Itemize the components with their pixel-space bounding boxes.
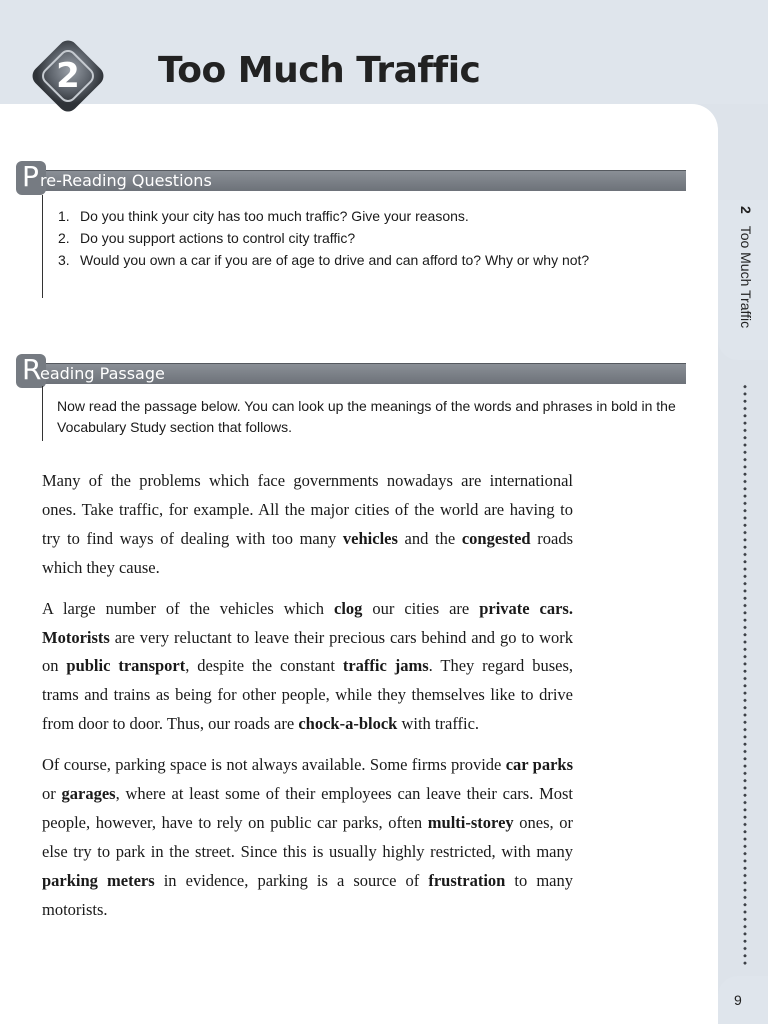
pre-reading-rule (42, 195, 43, 298)
question-list (58, 205, 688, 271)
reading-title: eading Passage (40, 364, 165, 383)
passage-text: Many of the problems which face governments nowadays are international ones. Take traffic, for example. All the major cities of the world are having to try to find ways of dealing with too many (42, 471, 573, 548)
page-number: 9 (734, 992, 742, 1008)
passage-text: roads which they cause. (42, 528, 573, 577)
question-number: 2. (58, 230, 70, 246)
side-tab-label (734, 206, 754, 356)
vocabulary-term: vehicles (342, 528, 398, 548)
question-number: 3. (58, 252, 70, 268)
passage-paragraph (42, 595, 573, 740)
vocabulary-term: garages (61, 784, 116, 804)
question-text: Do you think your city has too much traffic? Give your reasons. (80, 208, 469, 224)
passage-text: in evidence, parking is a source of (154, 870, 429, 890)
side-tab-title: Too Much Traffic (738, 225, 754, 329)
question-item (58, 249, 688, 271)
vocabulary-term: chock-a-block (298, 714, 398, 734)
chapter-title: Too Much Traffic (158, 50, 481, 91)
passage-text: , where at least some of their employees can leave their cars. Most people, however, have to rely on public car parks, often (42, 784, 574, 832)
vocabulary-term: frustration (428, 870, 506, 890)
page-corner (718, 976, 768, 1024)
vocabulary-term: private cars. (479, 598, 573, 618)
passage-text: Of course, parking space is not always available. Some firms provide (42, 755, 506, 775)
passage-text: or (42, 784, 62, 804)
vocabulary-term: traffic jams (342, 656, 429, 676)
reading-rule (42, 386, 43, 441)
reading-passage (42, 467, 573, 937)
passage-text: our cities are (362, 598, 480, 618)
vocabulary-term: car parks (505, 755, 573, 775)
passage-text: . They regard buses, trams and trains as being for other people, while they themselves like to drive from door to door. Thus, our roads are (42, 656, 573, 734)
question-text: Do you support actions to control city traffic? (80, 230, 356, 246)
dotted-rule (742, 383, 748, 968)
passage-text: with traffic. (397, 714, 480, 734)
passage-text: are very reluctant to leave their precious cars behind and go to work on (42, 627, 573, 676)
question-text: Would you own a car if you are of age to drive and can afford to? Why or why not? (80, 252, 590, 268)
reading-initial: R (22, 353, 42, 386)
vocabulary-term: multi-storey (427, 812, 514, 832)
passage-text: , despite the constant (185, 656, 343, 676)
question-item (58, 227, 688, 249)
question-item (58, 205, 688, 227)
vocabulary-term: parking meters (42, 870, 155, 890)
passage-text: and the (397, 528, 462, 548)
chapter-badge (22, 30, 114, 122)
passage-text: A large number of the vehicles which (42, 598, 335, 618)
pre-reading-title: re-Reading Questions (40, 171, 212, 190)
vocabulary-term: public transport (66, 656, 186, 676)
vocabulary-term: clog (334, 598, 363, 618)
vocabulary-term: Motorists (42, 627, 110, 647)
vocabulary-term: congested (461, 528, 531, 548)
passage-paragraph (42, 467, 573, 583)
pre-reading-heading (22, 160, 686, 193)
passage-text: to many motorists. (42, 870, 573, 919)
side-tab-number: 2 (738, 206, 754, 214)
pre-reading-initial: P (22, 160, 39, 193)
reading-intro: Now read the passage below. You can look up the meanings of the words and phrases in bold in the Vocabulary Study section that follows. (57, 398, 676, 435)
question-number: 1. (58, 208, 70, 224)
passage-text: ones, or else try to park in the street. Since this is usually highly restricted, with many (42, 812, 573, 861)
chapter-number: 2 (56, 56, 80, 96)
passage-paragraph (42, 751, 573, 924)
reading-passage-heading (22, 353, 686, 386)
